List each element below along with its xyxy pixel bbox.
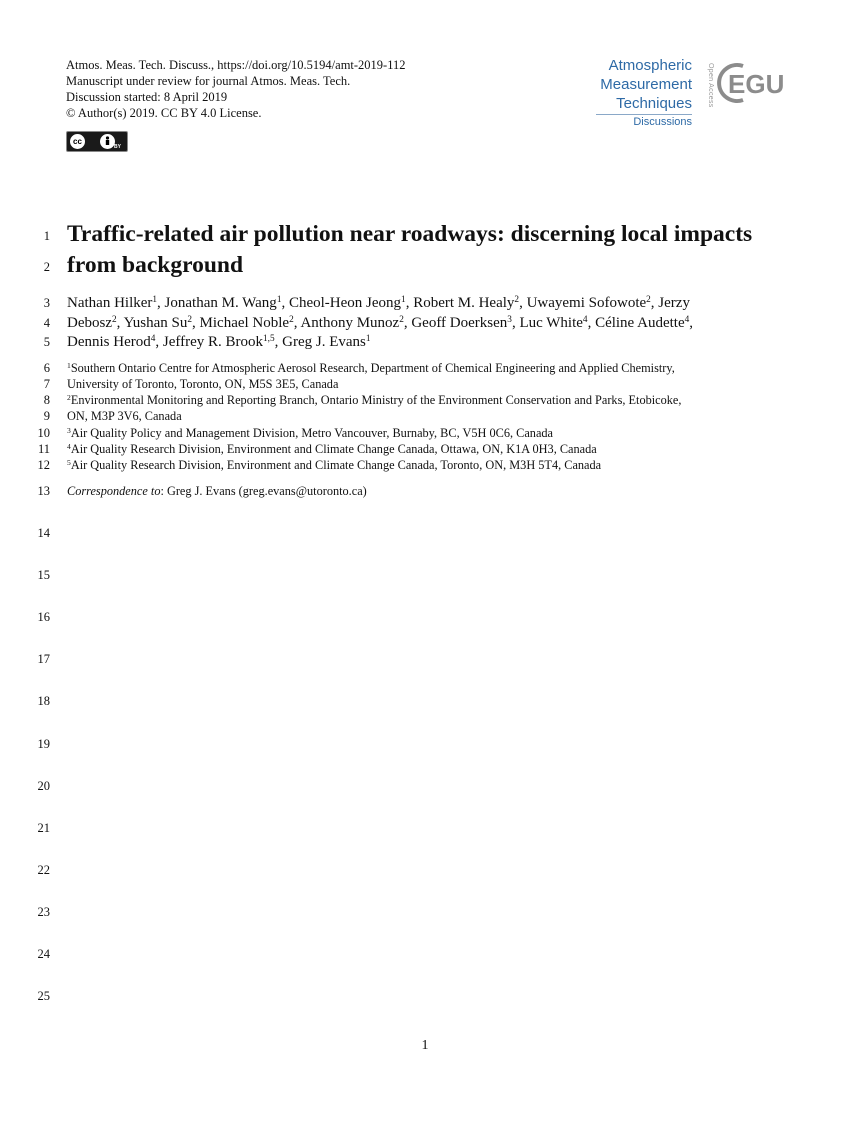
author-affiliation: 2 [289, 314, 294, 325]
author-name: Anthony Munoz [300, 315, 400, 331]
author-name: Jonathan M. Wang [164, 295, 277, 311]
author-name: Céline Audette [595, 315, 685, 331]
open-access-label: Open Access [707, 62, 714, 108]
affiliation-text: Air Quality Policy and Management Division, Metro Vancouver, Burnaby, BC, V5H 0C6, Canada [70, 426, 554, 440]
author-line-1: Nathan Hilker$^1$, Jonathan M. Wang$^1$, Cheol-Heon Jeong$^1$, Robert M. Healy$^2$, Uwayemi Sofowote$^2$, Jerzy [67, 294, 690, 311]
correspondence-label: Correspondence to [67, 484, 161, 498]
affiliation-number: 5 [67, 457, 71, 467]
affiliation-text: Environmental Monitoring and Reporting Branch, Ontario Ministry of the Environment Conservation and Parks, Etobicoke, [70, 393, 682, 407]
egu-logo-text: EGU [728, 69, 785, 99]
journal-name-line-3: Techniques [616, 95, 692, 112]
line-number: 3 [43, 296, 50, 310]
header-discussion-date: Discussion started: 8 April 2019 [66, 90, 228, 104]
author-name: Dennis Herod [67, 334, 151, 350]
line-number: 5 [43, 335, 50, 349]
line-number: 18 [37, 694, 50, 708]
line-number: 23 [37, 905, 50, 919]
attribution-person-icon [100, 134, 115, 149]
author-name: Luc White [519, 315, 583, 331]
author-affiliation: 3 [507, 314, 512, 325]
author-affiliation: 1 [152, 294, 158, 305]
line-number: 17 [37, 652, 50, 666]
affiliation-text: Southern Ontario Centre for Atmospheric Aerosol Research, Department of Chemical Engineering and Applied Chemistry, [70, 361, 675, 375]
author-affiliation: 2 [399, 314, 404, 325]
author-line-2: Debosz$^2$, Yushan Su$^2$, Michael Noble$^2$, Anthony Munoz$^2$, Geoff Doerksen$^3$, Luc White$^4$, Céline Audette$^4$, [67, 314, 694, 331]
author-name: Michael Noble [199, 315, 290, 331]
author-affiliation: 2 [646, 294, 651, 305]
author-affiliation: 2 [514, 294, 520, 305]
affiliation-1-cont: University of Toronto, Toronto, ON, M5S 3E5, Canada [67, 377, 339, 391]
author-line-3: Dennis Herod$^4$, Jeffrey R. Brook$^{1,5}$, Greg J. Evans$^1$ [67, 333, 371, 350]
affiliation-5 [67, 457, 601, 473]
page-number: 1 [421, 1038, 429, 1053]
line-number: 25 [37, 989, 50, 1003]
line-number: 9 [43, 409, 50, 423]
affiliation-number: 2 [67, 392, 71, 402]
journal-name-line-1: Atmospheric [608, 57, 692, 74]
header-license: © Author(s) 2019. CC BY 4.0 License. [66, 106, 262, 120]
affiliation-2 [67, 392, 681, 408]
correspondence-contact: : Greg J. Evans (greg.evans@utoronto.ca) [160, 484, 367, 498]
correspondence [67, 483, 367, 499]
author-name: Yushan Su [123, 315, 188, 331]
cc-by-license-badge [66, 131, 128, 152]
line-number: 16 [37, 610, 50, 624]
line-number: 1 [43, 229, 50, 243]
author-affiliation: 1 [276, 294, 282, 305]
journal-name-line-2: Measurement [600, 76, 692, 93]
line-number: 15 [37, 568, 50, 582]
line-number: 24 [37, 947, 50, 961]
affiliation-2-cont: ON, M3P 3V6, Canada [67, 409, 182, 423]
line-number: 21 [37, 821, 50, 835]
affiliation-text: Air Quality Research Division, Environment and Climate Change Canada, Toronto, ON, M3H 5T4, Canada [70, 458, 602, 472]
affiliation-number: 3 [67, 425, 71, 435]
author-affiliation: 4 [684, 314, 690, 325]
author-name: Uwayemi Sofowote [526, 295, 647, 311]
affiliation-text: Air Quality Research Division, Environment and Climate Change Canada, Ottawa, ON, K1A 0H3, Canada [70, 442, 597, 456]
author-affiliation: 2 [187, 314, 193, 325]
line-number: 8 [43, 393, 50, 407]
author-name: Cheol-Heon Jeong [288, 295, 402, 311]
line-number: 20 [37, 779, 50, 793]
paper-title-line-2: from background [67, 252, 244, 278]
affiliation-1 [67, 360, 675, 376]
author-affiliation: 2 [112, 314, 117, 325]
egu-logo [716, 58, 786, 108]
journal-discussions-label: Discussions [633, 116, 692, 128]
line-number: 7 [43, 377, 50, 391]
author-name: Jeffrey R. Brook [162, 334, 264, 350]
line-number: 10 [37, 426, 50, 440]
author-name: Geoff Doerksen [411, 315, 508, 331]
header-review-status: Manuscript under review for journal Atmos. Meas. Tech. [66, 74, 351, 88]
cc-by-label: BY [114, 144, 121, 150]
author-name: Greg J. Evans [282, 334, 366, 350]
journal-divider [596, 114, 692, 115]
header-citation: Atmos. Meas. Tech. Discuss., https://doi.org/10.5194/amt-2019-112 [66, 58, 406, 72]
author-affiliation: 1,5 [263, 333, 275, 344]
line-number: 6 [43, 361, 50, 375]
author-affiliation: 4 [582, 314, 588, 325]
line-number: 19 [37, 737, 50, 751]
affiliation-number: 4 [67, 441, 71, 451]
line-number: 2 [43, 260, 50, 274]
line-number: 12 [37, 458, 50, 472]
cc-icon: cc [70, 134, 85, 149]
line-number: 22 [37, 863, 50, 877]
author-name: Robert M. Healy [413, 295, 515, 311]
line-number: 11 [37, 442, 50, 456]
affiliation-3 [67, 425, 553, 441]
line-number: 13 [37, 484, 50, 498]
author-affiliation: 1 [365, 333, 371, 344]
line-number: 4 [43, 316, 50, 330]
affiliation-number: 1 [67, 360, 71, 370]
line-number: 14 [37, 526, 50, 540]
affiliation-4 [67, 441, 597, 457]
author-affiliation: 1 [401, 294, 406, 305]
paper-title-line-1: Traffic-related air pollution near roadways: discerning local impacts [67, 221, 753, 247]
author-name: Nathan Hilker [67, 295, 153, 311]
author-affiliation: 4 [150, 333, 156, 344]
